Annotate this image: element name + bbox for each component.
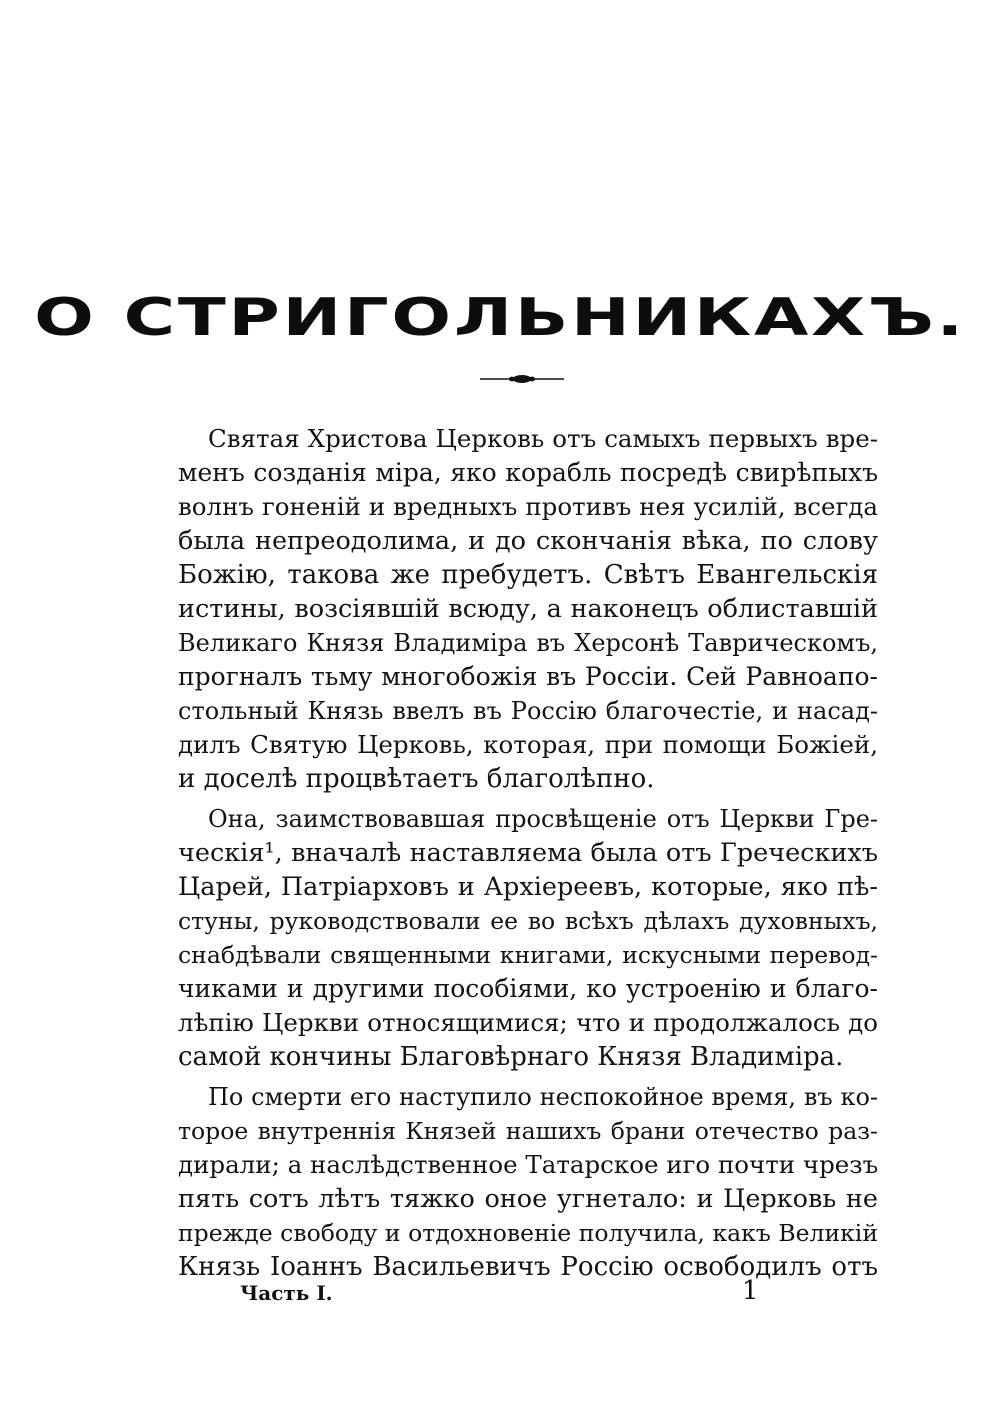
paragraph-2 [178, 802, 878, 1074]
text-line: стольный Князь ввелъ въ Россію благочестіе, и насад- [178, 697, 878, 725]
text-line: дирали; а наслѣдственное Татарское иго почти чрезъ [178, 1150, 879, 1179]
text-line: Великаго Князя Владиміра въ Херсонѣ Таврическомъ, [178, 629, 878, 657]
text-line: По смерти его наступило неспокойное время, въ ко- [208, 1083, 878, 1111]
text-line: ческія¹, вначалѣ наставляема была отъ Греческихъ [178, 838, 878, 868]
text-line: лѣпію Церкви относящимися; что и продолжалось до [178, 1008, 878, 1037]
text-line: Божію, такова же пребудетъ. Свѣтъ Евангельскія [178, 560, 878, 590]
text-line: и доселѣ процвѣтаетъ благолѣпно. [178, 764, 655, 794]
text-line: прогналъ тьму многобожія въ Россіи. Сей Равноапо- [178, 662, 878, 691]
text-line: дилъ Святую Церковь, которая, при помощи Божіей, [178, 730, 878, 759]
text-line: стуны, руководствовали ее во всѣхъ дѣлахъ духовныхъ, [178, 907, 878, 935]
text-line: прежде свободу и отдохновеніе получила, какъ Великій [178, 1219, 878, 1247]
text-line: менъ созданія міра, яко корабль посредѣ свирѣпыхъ [178, 458, 878, 487]
text-line: была непреодолима, и до скончанія вѣка, по слову [178, 526, 878, 556]
text-line: Князь Іоаннъ Васильевичъ Россію освободилъ отъ [178, 1252, 878, 1282]
page-number: 1 [742, 1276, 759, 1306]
chapter-title: О СТРИГОЛЬНИКАХЪ. [34, 288, 966, 348]
text-line: пять сотъ лѣтъ тяжко оное угнетало: и Церковь не [178, 1184, 878, 1214]
text-line: самой кончины Благовѣрнаго Князя Владиміра. [178, 1042, 844, 1072]
paragraph-1 [178, 422, 878, 796]
text-line: чиками и другими пособіями, ко устроенію и благо- [178, 974, 878, 1003]
paragraph-3 [178, 1080, 878, 1284]
text-line: волнъ гоненій и вредныхъ противъ нея усилій, всегда [178, 492, 878, 521]
text-line: Царей, Патріарховъ и Архіереевъ, которые, яко пѣ- [178, 872, 878, 902]
body-text [178, 422, 878, 1284]
text-line: истины, возсіявшій всюду, а наконецъ облиставшій [178, 594, 878, 624]
signature-mark: Часть I. [240, 1281, 333, 1305]
text-line: снабдѣвали священными книгами, искусными перевод- [178, 941, 878, 969]
ornamental-divider-icon [478, 372, 566, 386]
text-line: Она, заимствовавшая просвѣщеніе отъ Церкви Гре- [208, 805, 878, 833]
text-line: торое внутреннія Князей нашихъ брани отечество раз- [178, 1117, 878, 1145]
text-line: Святая Христова Церковь отъ самыхъ первыхъ вре- [208, 424, 878, 453]
